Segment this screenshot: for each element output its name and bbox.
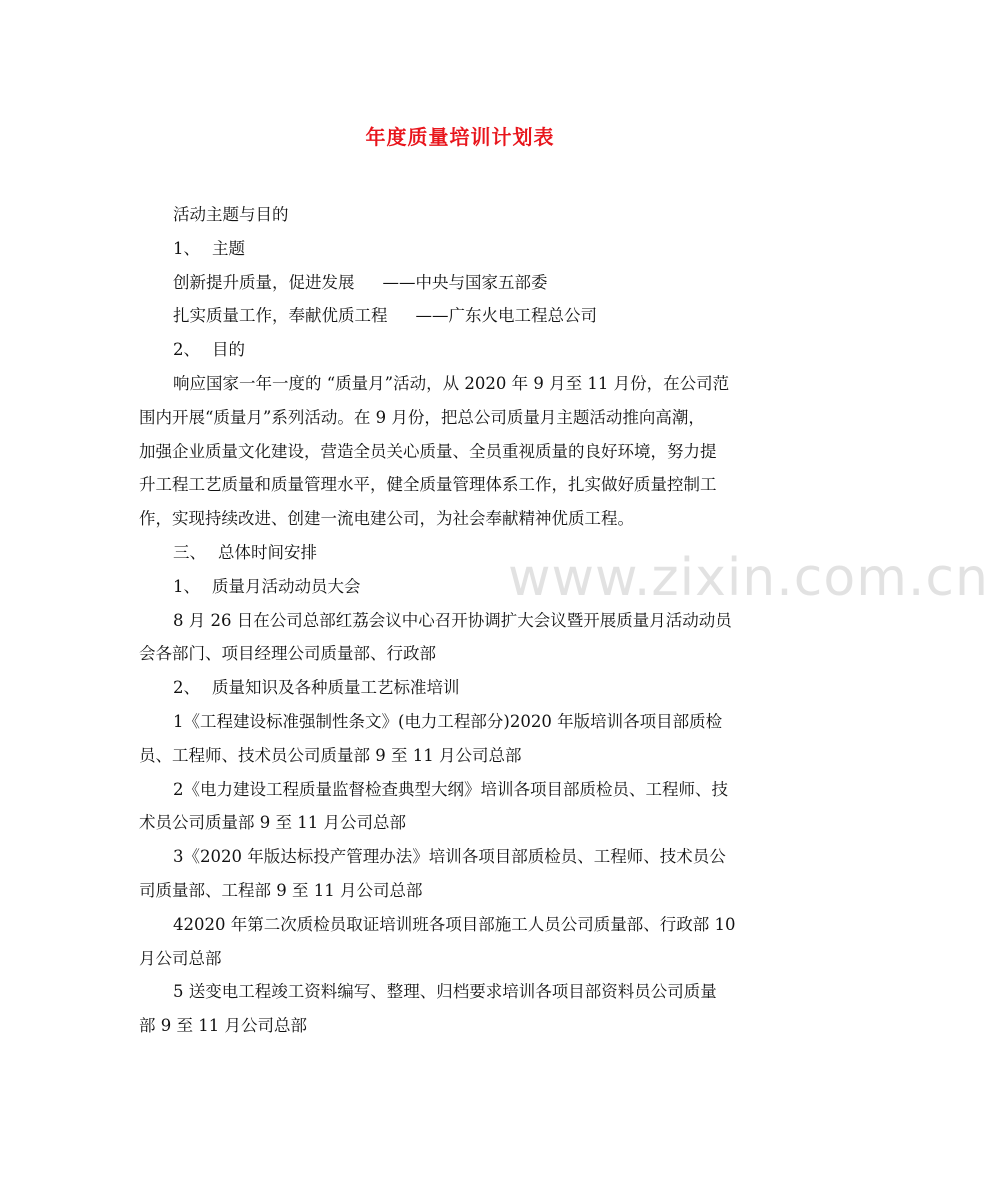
- list-text: 主题: [212, 238, 245, 258]
- paragraph-line: 升工程工艺质量和质量管理水平，健全质量管理体系工作，扎实做好质量控制工: [139, 475, 717, 495]
- subheading-theme: [139, 232, 781, 266]
- list-text: 总体时间安排: [218, 542, 317, 562]
- paragraph-line: 加强企业质量文化建设，营造全员关心质量、全员重视质量的良好环境，努力提: [139, 441, 717, 461]
- section-heading-schedule: [139, 536, 781, 570]
- training-item-5: 5 送变电工程竣工资料编写、整理、归档要求培训各项目部资料员公司质量: [173, 982, 717, 1002]
- theme-source: ——广东火电工程总公司: [415, 306, 597, 326]
- paragraph-line: 会各部门、项目经理公司质量部、行政部: [139, 644, 436, 664]
- list-text: 目的: [212, 340, 245, 360]
- training-item-3-cont: 司质量部、工程部 9 至 11 月公司总部: [139, 880, 423, 900]
- training-item-2: 2《电力建设工程质量监督检查典型大纲》培训各项目部质检员、工程师、技: [173, 779, 728, 799]
- theme-slogan: 扎实质量工作，奉献优质工程: [173, 306, 388, 326]
- document-title: 年度质量培训计划表: [365, 125, 555, 149]
- training-item-4-cont: 月公司总部: [139, 948, 222, 968]
- subheading-goal: [139, 333, 781, 367]
- paragraph-line: 围内开展“质量月”系列活动。在 9 月份，把总公司质量月主题活动推向高潮，: [139, 407, 705, 427]
- list-number: 三、: [173, 542, 206, 562]
- training-item-1: 1《工程建设标准强制性条文》(电力工程部分)2020 年版培训各项目部质检: [173, 711, 723, 731]
- training-item-1-cont: 员、工程师、技术员公司质量部 9 至 11 月公司总部: [139, 745, 522, 765]
- theme-line-2: [139, 299, 781, 333]
- paragraph-line: 响应国家一年一度的 “质量月”活动，从 2020 年 9 月至 11 月份，在公司范: [173, 373, 730, 393]
- section-heading-purpose: 活动主题与目的: [173, 205, 289, 224]
- paragraph-line: 作，实现持续改进、创建一流电建公司，为社会奉献精神优质工程。: [139, 509, 634, 529]
- theme-source: ——中央与国家五部委: [382, 272, 548, 292]
- theme-line-1: [139, 266, 781, 300]
- training-item-5-cont: 部 9 至 11 月公司总部: [139, 1016, 307, 1036]
- training-item-4: 42020 年第二次质检员取证培训班各项目部施工人员公司质量部、行政部 10: [173, 914, 736, 934]
- subheading-training: [139, 671, 781, 705]
- paragraph-line: 8 月 26 日在公司总部红荔会议中心召开协调扩大会议暨开展质量月活动动员: [173, 610, 732, 630]
- training-item-2-cont: 术员公司质量部 9 至 11 月公司总部: [139, 813, 406, 833]
- subheading-mobilization: [139, 570, 781, 604]
- list-text: 质量月活动动员大会: [212, 576, 361, 596]
- list-number: 1、: [173, 238, 200, 258]
- list-number: 2、: [173, 340, 200, 360]
- list-text: 质量知识及各种质量工艺标准培训: [212, 678, 460, 698]
- document-body: [139, 198, 781, 1043]
- list-number: 1、: [173, 576, 200, 596]
- theme-slogan: 创新提升质量，促进发展: [173, 272, 355, 292]
- training-item-3: 3《2020 年版达标投产管理办法》培训各项目部质检员、工程师、技术员公: [173, 847, 726, 867]
- list-number: 2、: [173, 678, 200, 698]
- watermark: www.zixin.com.cn: [508, 548, 989, 608]
